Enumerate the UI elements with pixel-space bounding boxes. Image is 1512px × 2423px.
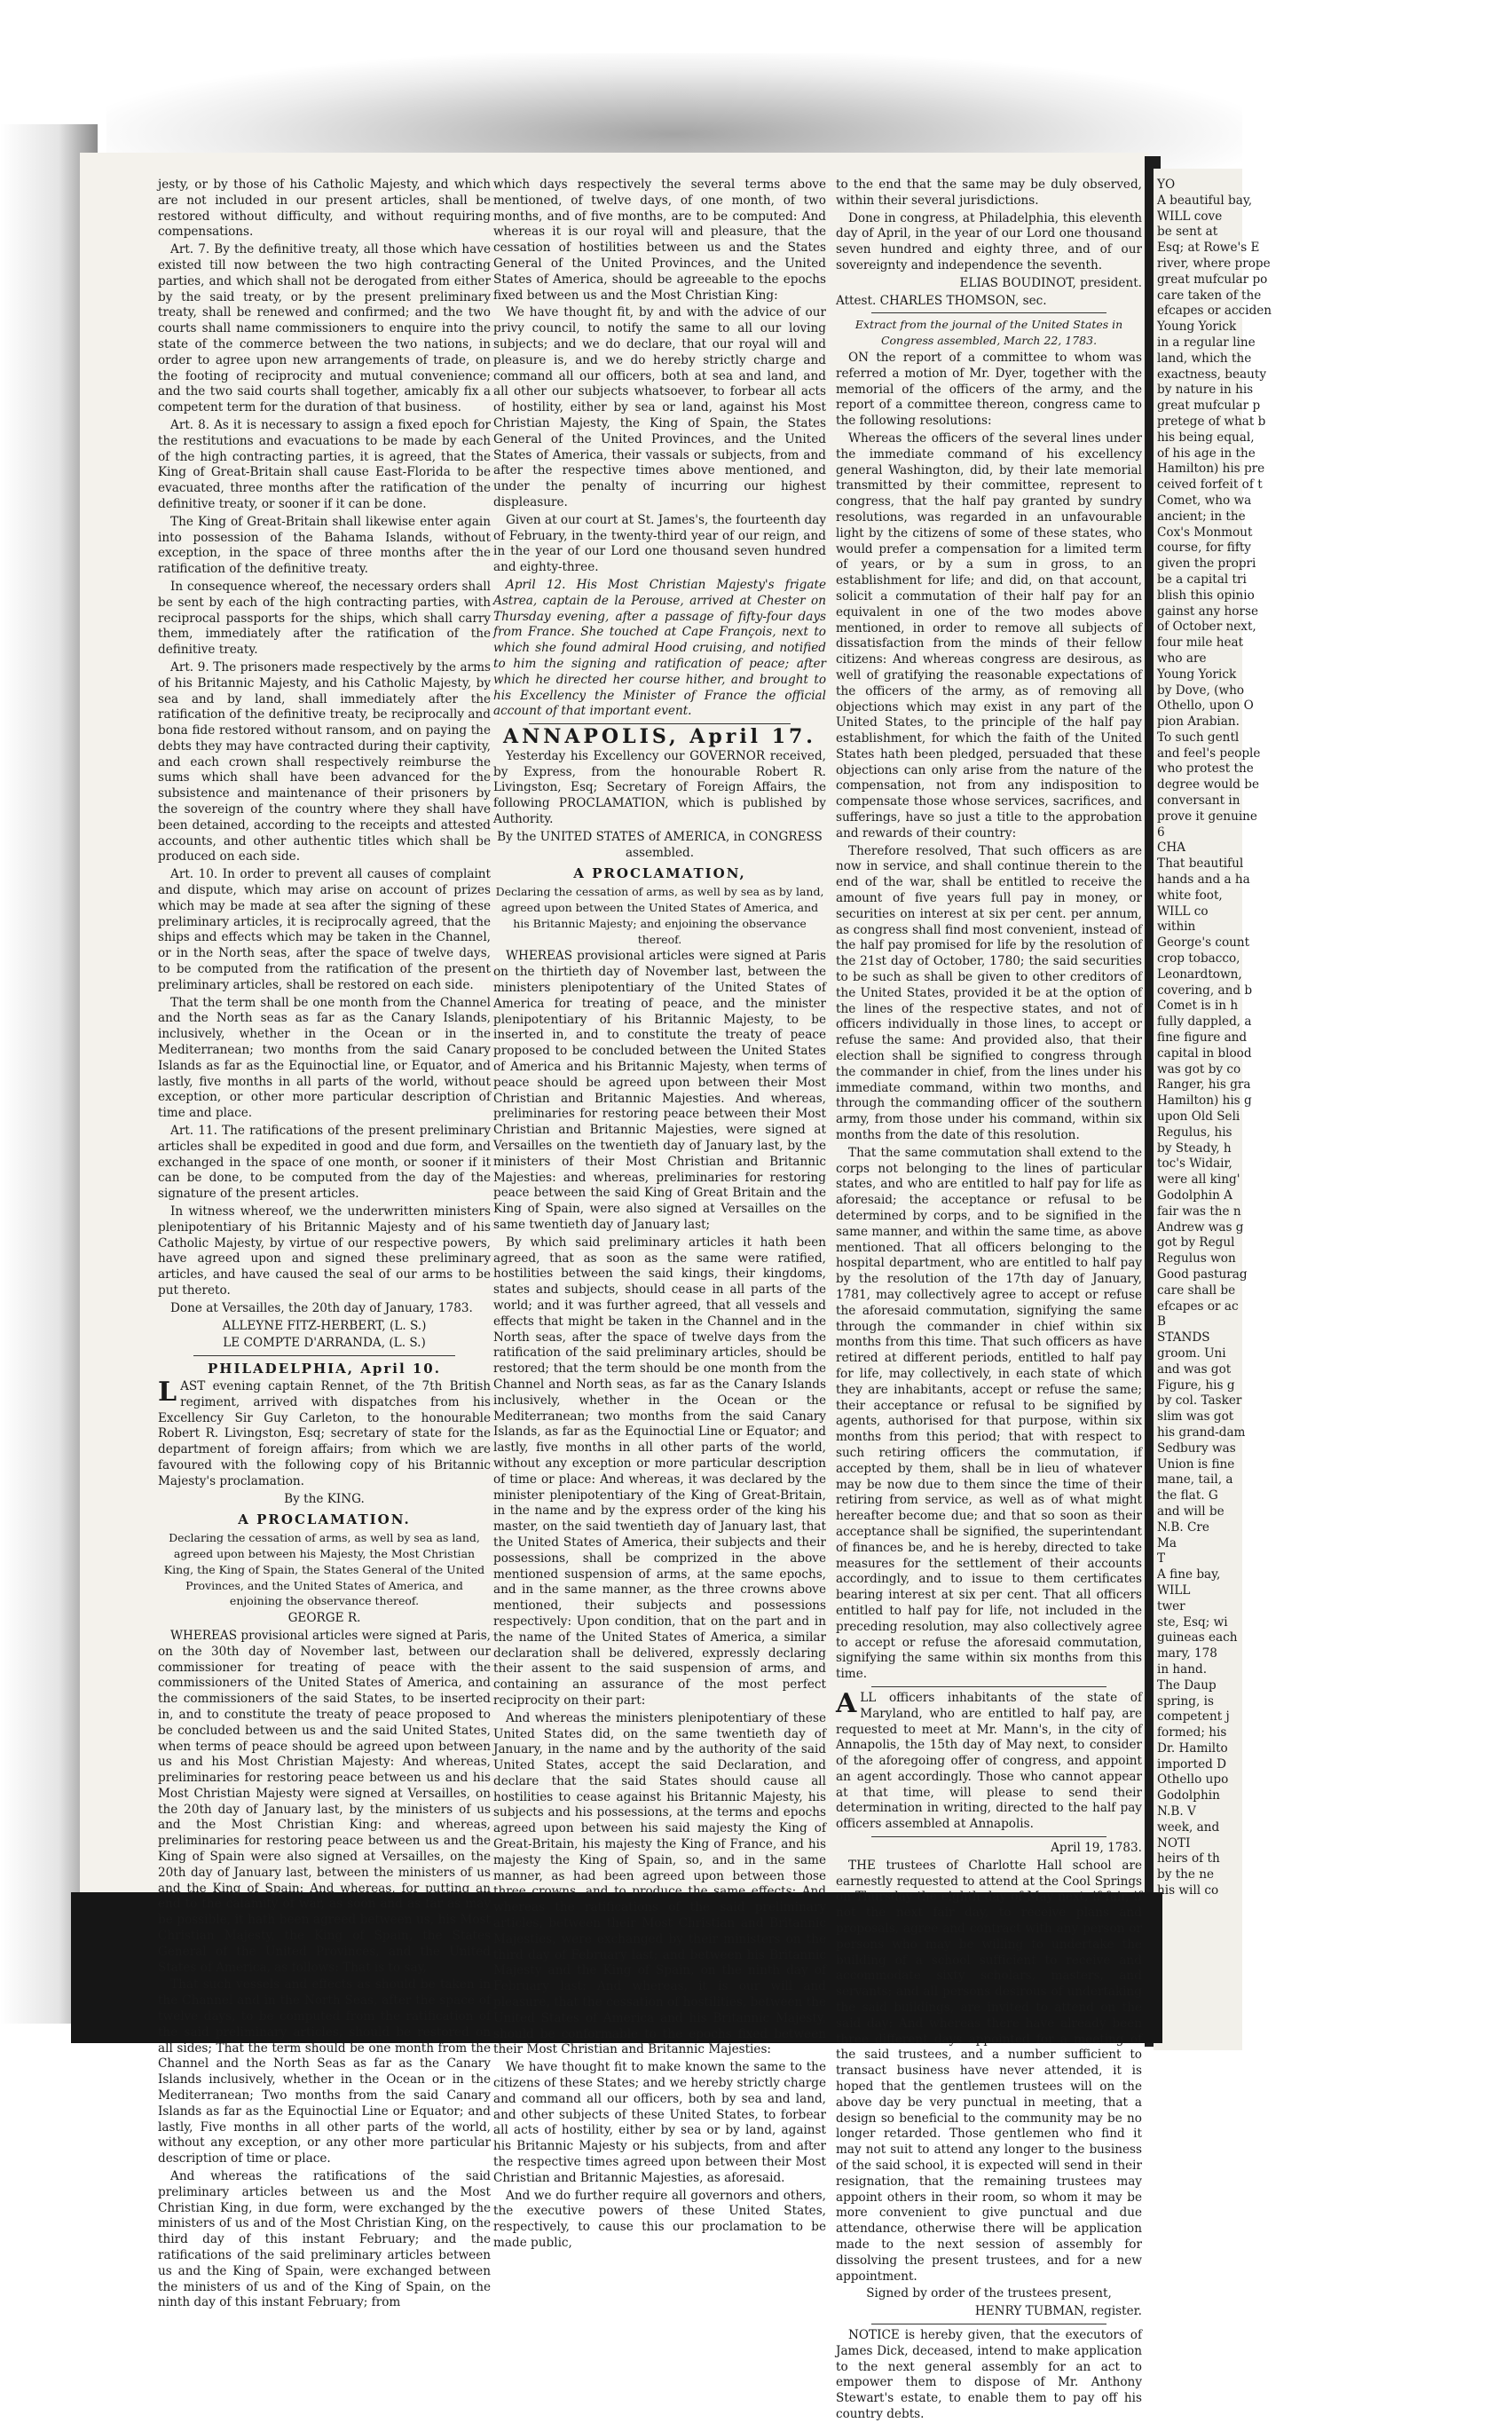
adjacent-line: Union is fine xyxy=(1157,1456,1235,1472)
divider xyxy=(871,312,1106,313)
paragraph: That such vessels and effects as should be taken in the Channel and in the North Seas, after the space of twelve days, to be computed from the ratification of the said preliminary articles, should be restored on all sides; That the term should be one month from the Channel and the North Seas as far as the Canary Islands inclusively, whether in the Ocean or in the Mediterranean; Two months from the said Canary Islands as far as the Equinoctial Line or Equator; and lastly, Five months in all other parts of the world, without any exception, or any other more particular description of time or place. xyxy=(158,1977,491,2166)
adjacent-line: efcapes or ac xyxy=(1157,1298,1239,1314)
drop-cap: L xyxy=(158,1376,177,1408)
paragraph-text: LL officers inhabitants of the state of Maryland, who are entitled to half pay, are requested to meet at Mr. Mann's, in the city of Annapolis, the 15th day of May next, to consider of the aforegoing offer of congress, and appoint an agent accordingly. Those who cannot appear at that time, will please to send their determination in writing, directed to the half pay officers assembled at Annapolis. xyxy=(836,1690,1142,1832)
paragraph: to the end that the same may be duly observed, within their several jurisdictions. xyxy=(836,178,1142,208)
adjacent-line: his being equal, xyxy=(1157,430,1255,445)
paragraph: Done in congress, at Philadelphia, this eleventh day of April, in the year of our Lord one thousand seven hundred and eighty three, and of our sovereignty and independence the seventh. xyxy=(836,210,1142,272)
adjacent-line: ancient; in the xyxy=(1157,509,1246,524)
adjacent-line: hands and a ha xyxy=(1157,872,1250,888)
adjacent-line: four mile heat xyxy=(1157,635,1244,651)
subheading: Declaring the cessation of arms, as well by sea as by land, agreed upon between the United States of America, and his Britannic Majesty; and enjoining the observance thereof. xyxy=(495,885,824,946)
adjacent-line: toc's Widair, xyxy=(1157,1156,1232,1172)
adjacent-line: pretege of what b xyxy=(1157,414,1266,429)
adjacent-line: in a regular line xyxy=(1157,335,1256,350)
heading: By the KING. xyxy=(284,1491,365,1506)
adjacent-line: Othello, upon O xyxy=(1157,698,1254,714)
column-1 xyxy=(158,178,491,2310)
adjacent-line: exactness, beauty xyxy=(1157,367,1267,382)
adjacent-line: Comet, who wa xyxy=(1157,493,1252,508)
adjacent-line: river, where prope xyxy=(1157,256,1271,271)
paragraph: Whereas the officers of the several lines under the immediate command of his excellency general Washington, did, by their late memorial transmitted by their committee, represent to congress, that the half pay granted by sundry resolutions, was regarded in an unfavourable light by the citizens of some of these states, who would prefer a compensation for a limited term of years, or by a sum in gross, to an establishment for life; and did, on that account, solicit a commutation of their half pay for an equivalent in one of the two modes above mentioned, in order to remove all subjects of dissatisfaction from the minds of their fellow citizens: And whereas congress are desirous, as well of gratifying the reasonable expectations of the officers of the army, as of removing all objections which may exist in any part of the United States, to the principle of the half pay establishment, for which the faith of the United States hath been pledged, persuaded that these objections can only arise from the nature of the compensation, not from any indisposition to compensate those whose services, sacrifices, and sufferings, have so just a title to the approbation and rewards of their country: xyxy=(836,430,1142,841)
paragraph: Therefore resolved, That such officers as are now in service, and shall continue therein to the end of the war, shall be entitled to receive the amount of five years full pay in money, or securities on interest at six per cent. per annum, as congress shall find most convenient, instead of the half pay promised for life by the resolution of the 21st day of October, 1780; the said securities to be such as shall be given to other creditors of the United States, provided it be at the option of the lines of the respective states, and not of officers individually in those lines, to accept or refuse the same: And provided also, that their election shall be signified to congress through the commander in chief, from the lines under his immediate command, within two months, and through the commanding officer of the southern army, from those under his command, within six months from the date of this resolution. xyxy=(836,843,1142,1143)
adjacent-line: To such gentl xyxy=(1157,730,1240,745)
adjacent-line: STANDS xyxy=(1157,1330,1210,1346)
dateline: April 19, 1783. xyxy=(1051,1841,1142,1856)
adjacent-line: who protest the xyxy=(1157,762,1254,777)
scan-shadow-top xyxy=(106,53,1242,169)
adjacent-line: by nature in his xyxy=(1157,383,1254,398)
adjacent-line: fully dappled, a xyxy=(1157,1014,1252,1030)
adjacent-line: by the ne xyxy=(1157,1867,1215,1882)
paragraph: We have thought fit to make known the same to the citizens of these States; and we hereby strictly charge and command all our officers, both by sea and land, and other subjects of these United States, to forbear all acts of hostility, either by sea or by land, against his Britannic Majesty or his subjects, from and after the respective times agreed upon between their Most Christian and Britannic Majesties, as aforesaid. xyxy=(493,2060,826,2185)
adjacent-line: his grand-dam xyxy=(1157,1425,1246,1440)
paragraph: In consequence whereof, the necessary orders shall be sent by each of the high contracting parties, with reciprocal passports for the ships, which shall carry them, immediately after the ratification of the definitive treaty. xyxy=(158,579,491,658)
adjacent-line: were all king' xyxy=(1157,1172,1240,1188)
adjacent-line: competent j xyxy=(1157,1709,1230,1725)
adjacent-line: capital in blood xyxy=(1157,1046,1252,1061)
adjacent-line: covering, and b xyxy=(1157,983,1253,998)
paragraph: And whereas the ratifications of the said preliminary articles between us and the Most Christian King, in due form, were exchanged by the ministers of us and of the Most Christian King, on the third day of this instant February; and the ratifications of the said preliminary articles between us and the King of Spain, were exchanged between the ministers of us and of the King of Spain, on the ninth day of this instant February; from xyxy=(158,2169,491,2310)
adjacent-line: Regulus won xyxy=(1157,1251,1236,1267)
adjacent-line: great mufcular po xyxy=(1157,272,1268,287)
adjacent-line: crop tobacco, xyxy=(1157,951,1240,967)
adjacent-line: ceived forfeit of t xyxy=(1157,477,1263,493)
adjacent-line: of his age in the xyxy=(1157,446,1256,461)
adjacent-line: and was got xyxy=(1157,1361,1232,1377)
adjacent-line: conversant in xyxy=(1157,793,1240,809)
adjacent-line: NOTI xyxy=(1157,1835,1191,1851)
adjacent-line: A beautiful bay, xyxy=(1157,193,1253,208)
adjacent-line: Ma xyxy=(1157,1535,1177,1551)
adjacent-line: Good pasturag xyxy=(1157,1267,1248,1282)
paragraph: Given at our court at St. James's, the fourteenth day of February, in the twenty-third year of our reign, and in the year of our Lord one thousand seven hundred and eighty-three. xyxy=(493,512,826,575)
divider xyxy=(193,1355,455,1356)
signature: ELIAS BOUDINOT, president. xyxy=(959,275,1142,290)
adjacent-line: land, which the xyxy=(1157,351,1252,366)
adjacent-line: within xyxy=(1157,919,1196,935)
paragraph: The King of Great-Britain shall likewise enter again into possession of the Bahama Islands, without exception, in the space of three months after the ratification of the definitive treaty. xyxy=(158,514,491,577)
adjacent-line: The Daup xyxy=(1157,1677,1217,1693)
adjacent-line: efcapes or acciden xyxy=(1157,304,1272,319)
paragraph: THE trustees of Charlotte Hall school are earnestly requested to attend at the Cool Springs on Thursday the eighth day of May next, if fair, if not the next fair day, to receive plans and proposals, agree and contract with any person or persons who may be willing to undertake the building of a school sufficient to receive and accommodate sixty scholars, masters, and servants; and all persons desirous of undertaking the said buildings, are invited to attend on the said day: And whereas there have already been three different days appointed for a meeting of the said trustees, and a number sufficient to transact business have never attended, it is hoped that the gentlemen trustees will on the above day be very punctual in meeting, that a design so beneficial to the community may be no longer retarded. Those gentlemen who find it may not suit to attend any longer to the business of the said school, it is expected will send in their resignation, that the remaining trustees may appoint others in their room, so whom it may be more convenient to give punctual and due attendance, otherwise there will be application made to the next session of assembly for dissolving the present trustees, and for a new appointment. xyxy=(836,1858,1142,2284)
signature: ALLEYNE FITZ-HERBERT, (L. S.) xyxy=(222,1318,427,1333)
adjacent-line: George's count xyxy=(1157,935,1250,951)
adjacent-line: prove it genuine xyxy=(1157,809,1257,824)
adjacent-line: given the propri xyxy=(1157,556,1256,572)
adjacent-line: WILL xyxy=(1157,1582,1191,1598)
adjacent-line: course, for fifty xyxy=(1157,541,1251,556)
adjacent-line: heirs of th xyxy=(1157,1851,1220,1867)
adjacent-line: mane, tail, a xyxy=(1157,1472,1233,1488)
adjacent-line: WILL co xyxy=(1157,904,1209,919)
subheading: Declaring the cessation of arms, as well by sea as land, agreed upon between his Majesty, the Most Christian King, the King of Spain, the States General of the United Provinces, and the United States of America, and enjoining the observance thereof. xyxy=(163,1531,485,1608)
paragraph: That the same commutation shall extend to the corps not belonging to the lines of particular states, and who are entitled to half pay for life as aforesaid; the acceptance or refusal to be determined by corps, and to be signified in the same manner, and within the same time, as above mentioned. That all officers belonging to the hospital department, who are entitled to half pay by the resolution of the 17th day of January, 1781, may collectively agree to accept or refuse the aforesaid commutation, signifying the same through the commander in chief within six months from this time. That such officers as have retired at different periods, entitled to half pay for life, may collectively, in each state of which they are inhabitants, accept or refuse the same; their acceptance or refusal to be signified by agents, authorised for that purpose, within six months from this period; that with respect to such retiring officers the commutation, if accepted by them, shall be in lieu of whatever may be now due to them since the time of their retiring from service, as well as of what might hereafter become due; and that so soon as their acceptance shall be signified, the superintendant of finances be, and he is hereby, directed to take measures for the settlement of their accounts accordingly, and to issue to them certificates bearing interest at six per cent. That all officers entitled to half pay for life, not included in the preceding resolution, may also collectively agree to accept or refuse the aforesaid commutation, signifying the same within six months from this time. xyxy=(836,1145,1142,1682)
paragraph: Art. 10. In order to prevent all causes of complaint and dispute, which may arise on account of prizes which may be made at sea after the signing of these preliminary articles, it is reciprocally agreed, that the ships and effects which may be taken in the Channel, or in the North seas, after the space of twelve days, to be computed from the ratification of the present preliminary articles, shall be restored on each side. xyxy=(158,867,491,992)
adjacent-line: Hamilton) his pre xyxy=(1157,462,1265,477)
adjacent-line: Young Yorick xyxy=(1157,667,1237,682)
adjacent-line: fine figure and xyxy=(1157,1030,1248,1046)
paragraph: NOTICE is hereby given, that the executors of James Dick, deceased, intend to make application to the next general assembly for an act to empower them to dispose of Mr. Anthony Stewart's estate, to enable them to pay off his country debts. xyxy=(836,2327,1142,2421)
adjacent-line: and feel's people xyxy=(1157,746,1261,761)
adjacent-line: Sedbury was xyxy=(1157,1440,1236,1456)
divider xyxy=(529,723,791,724)
adjacent-line: imported D xyxy=(1157,1756,1227,1772)
adjacent-line: mary, 178 xyxy=(1157,1646,1217,1661)
adjacent-line: Othello upo xyxy=(1157,1772,1229,1788)
heading: By the UNITED STATES of AMERICA, in CONGRESS assembled. xyxy=(497,829,823,860)
adjacent-line: WILL cove xyxy=(1157,209,1223,224)
adjacent-line: Cox's Monmout xyxy=(1157,525,1253,540)
adjacent-line: by Dove, (who xyxy=(1157,683,1245,698)
adjacent-line: gainst any horse xyxy=(1157,604,1258,619)
paragraph: We have thought fit, by and with the advice of our privy council, to notify the same to all our loving subjects; and we do declare, that our royal will and pleasure is, and we do hereby strictly charge and command all our officers, both at sea and land, and all other our subjects whatsoever, to forbear all acts of hostility, either by sea or land, against his Most Christian Majesty, the King of Spain, the States General of the United Provinces, and the United States of America, their vassals or subjects, from and after the respective times above mentioned, and under the penalty of incurring our highest displeasure. xyxy=(493,305,826,509)
paragraph: Art. 8. As it is necessary to assign a fixed epoch for the restitutions and evacuations to be made by each of the high contracting parties, it is agreed, that the King of Great-Britain shall cause East-Florida to be evacuated, three months after the ratification of the definitive treaty, or sooner if it can be done. xyxy=(158,417,491,511)
paragraph-text: AST evening captain Rennet, of the 7th British regiment, arrived with dispatches from his Excellency Sir Guy Carleton, to the honourable Robert R. Livingston, Esq; secretary of state for the department of foreign affairs; from which we are favoured with the following copy of his Britannic Majesty's proclamation. xyxy=(158,1378,491,1488)
adjacent-line: and will be xyxy=(1157,1504,1225,1519)
adjacent-line: formed; his xyxy=(1157,1725,1227,1740)
paragraph: Art. 7. By the definitive treaty, all those which have existed till now between the two high contracting parties, and which shall not be derogated from either by the said treaty, or by the present preliminary treaty, shall be renewed and confirmed; and the two courts shall name commissioners to enquire into the state of the commerce between the two nations, in order to agree upon new arrangements of trade, on the footing of reciprocity and mutual convenience; and the two said courts shall together, amicably fix a competent term for the duration of that business. xyxy=(158,242,491,415)
column-3 xyxy=(836,178,1142,2421)
adjacent-line: twer xyxy=(1157,1598,1185,1614)
paragraph: Art. 11. The ratifications of the present preliminary articles shall be expedited in good and due form, and exchanged in the space of one month, or sooner if it can be done, to be computed from the day of the signature of the present articles. xyxy=(158,1124,491,1202)
paragraph: WHEREAS provisional articles were signed at Paris on the thirtieth day of November last, between the ministers plenipotentiary of the United States of America for treating of peace, and the minister plenipotentiary of his Britannic Majesty, to be inserted in, and to constitute the treaty of peace proposed to be concluded between the United States of America and his Britannic Majesty, when terms of peace should be agreed upon between their Most Christian and Britannic Majesties. And whereas, preliminaries for restoring peace between their Most Christian and Britannic Majesties, were signed at Versailles on the twentieth day of January last, by the ministers of their Most Christian and Britannic Majesties: and whereas, preliminaries for restoring peace between the said King of Great Britain and the King of Spain, were also signed at Versailles on the same twentieth day of January last; xyxy=(493,949,826,1232)
adjacent-line: Dr. Hamilto xyxy=(1157,1740,1228,1756)
adjacent-line: Ranger, his gra xyxy=(1157,1077,1251,1093)
adjacent-line: was got by co xyxy=(1157,1062,1241,1077)
adjacent-line: guineas each xyxy=(1157,1630,1238,1646)
paragraph xyxy=(836,1687,1142,1833)
adjacent-line: blish this opinio xyxy=(1157,588,1255,603)
adjacent-line: That beautiful xyxy=(1157,856,1244,872)
paragraph: That the term shall be one month from the Channel and the North seas as far as the Canary Islands, inclusively, whether in the Ocean or in the Mediterranean; two months from the said Canary Islands as far as the Equinoctial line, or Equator, and lastly, five months in all parts of the world, without exception, or other more particular description of time and place. xyxy=(158,995,491,1121)
paragraph xyxy=(158,1376,491,1490)
adjacent-line: of October next, xyxy=(1157,620,1256,635)
paragraph: WHEREAS provisional articles were signed at Paris, on the 30th day of November last, between our commissioner for treating of peace with the commissioners of the United States of America, and the commissioners of the said States, to be inserted in, and to constitute the treaty of peace proposed to be concluded between us and the said United States, when terms of peace should be agreed upon between us and his Most Christian Majesty: And whereas, preliminaries for restoring peace between us and his Most Christian Majesty were signed at Versailles, on the 20th day of January last, by the ministers of us and the Most Christian King: and whereas, preliminaries for restoring peace between us and the King of Spain were also signed at Versailles, on the 20th day of January last, between the ministers of us and the King of Spain: And whereas, for putting an end to the calamity of war, as soon and as far as may be possible, it hath been agreed between us, his Most Christian Majesty, the King of Spain, the States General of the United Provinces, and the United States of America, as follows: That is to say, xyxy=(158,1628,491,1975)
signature: Signed by order of the trustees present, xyxy=(866,2286,1112,2301)
adjacent-line: care taken of the xyxy=(1157,288,1262,303)
adjacent-line: YO xyxy=(1157,178,1176,192)
adjacent-line: 6 xyxy=(1157,825,1165,840)
divider xyxy=(871,1836,1106,1837)
dateline: Done at Versailles, the 20th day of January, 1783. xyxy=(170,1300,473,1315)
signature: Attest. CHARLES THOMSON, sec. xyxy=(836,293,1047,308)
adjacent-line: Godolphin A xyxy=(1157,1188,1232,1203)
adjacent-line: got by Regul xyxy=(1157,1235,1235,1251)
adjacent-line: Young Yorick xyxy=(1157,320,1237,335)
adjacent-line: by Steady, h xyxy=(1157,1140,1232,1156)
paragraph: which days respectively the several terms above mentioned, of twelve days, of one month, of two months, and of five months, are to be computed: And whereas it is our royal will and pleasure, that the cessation of hostilities between us and the States General of the United Provinces, and the United States of America, should be agreeable to the epochs fixed between us and the Most Christian King: xyxy=(493,178,826,303)
adjacent-line: week, and xyxy=(1157,1819,1220,1835)
adjacent-line: N.B. V xyxy=(1157,1804,1196,1819)
adjacent-line: Andrew was g xyxy=(1157,1219,1244,1235)
adjacent-line: upon Old Seli xyxy=(1157,1109,1240,1125)
adjacent-line: Hamilton) his g xyxy=(1157,1093,1252,1109)
drop-cap: A xyxy=(836,1687,857,1719)
adjacent-line: groom. Uni xyxy=(1157,1346,1226,1361)
adjacent-line: CHA xyxy=(1157,841,1186,856)
adjacent-line: who are xyxy=(1157,651,1207,666)
paragraph: In witness whereof, we the underwritten ministers plenipotentiary of his Britannic Majesty and of his Catholic Majesty, by virtue of our respective powers, have agreed upon and signed these preliminary articles, and have caused the seal of our arms to be put thereto. xyxy=(158,1204,491,1298)
section-heading: PHILADELPHIA, April 10. xyxy=(208,1361,441,1377)
adjacent-line: Regulus, his xyxy=(1157,1125,1232,1140)
adjacent-line: N.B. Cre xyxy=(1157,1519,1209,1535)
adjacent-line: in hand. xyxy=(1157,1661,1208,1677)
extract-heading: Extract from the journal of the United States in Congress assembled, March 22, 1783. xyxy=(854,318,1123,348)
column-2 xyxy=(493,178,826,2250)
adjacent-line: be sent at xyxy=(1157,225,1218,240)
adjacent-line: white foot, xyxy=(1157,888,1223,903)
adjacent-line: Leonardtown, xyxy=(1157,967,1242,982)
adjacent-line: B xyxy=(1157,1314,1166,1330)
paragraph: By which said preliminary articles it hath been agreed, that as soon as the same were ratified, hostilities between the said kings, their kingdoms, states and subjects, should cease in all parts of the world; and it was further agreed, that all vessels and effects that might be taken in the Channel and in the North seas, after the space of twelve days from the ratification of the said preliminary articles, should be restored; that the term should be one month from the Channel and North seas, as far as the Canary Islands inclusively, whether in the Ocean or the Mediterranean; two months from the said Canary Islands, as far as the Equinoctial Line or Equator; and lastly, five months in all other parts of the world, without any exception or more particular description of time or place: And whereas, it was declared by the minister plenipotentiary of the King of Great-Britain, in the name and by the express order of the king his master, on the said twentieth day of January last, that the United States of America, their subjects and their possessions, shall be comprized in the above mentioned suspension of arms, at the same epochs, and in the same manner, as the three crowns above mentioned, their subjects and possessions respectively: Upon condition, that on the part and in the name of the United States of America, a similar declaration shall be delivered, expressly declaring their assent to the said suspension of arms, and containing an assurance of the most perfect reciprocity on their part: xyxy=(493,1235,826,1708)
signature: HENRY TUBMAN, register. xyxy=(974,2304,1142,2319)
paragraph: Yesterday his Excellency our GOVERNOR received, by Express, from the honourable Robert R. Livingston, Esq; Secretary of Foreign Affairs, the following PROCLAMATION, which is published by Authority. xyxy=(493,748,826,827)
divider xyxy=(871,1686,1106,1687)
adjacent-line: Figure, his g xyxy=(1157,1377,1235,1393)
heading: A PROCLAMATION, xyxy=(573,865,746,882)
adjacent-line: ste, Esq; wi xyxy=(1157,1614,1228,1630)
signature: LE COMPTE D'ARRANDA, (L. S.) xyxy=(223,1336,426,1351)
adjacent-line: degree would be xyxy=(1157,777,1260,793)
paragraph: And whereas the ministers plenipotentiary of these United States did, on the same twentieth day of January, in the name and by the authority of the said United States, accept the said Declaration, and declare that the said States should cause all hostilities to cease against his Britannic Majesty, his subjects and his possessions, at the terms and epochs agreed upon between his said majesty the King of Great-Britain, his majesty the King of France, and his majesty the King of Spain, so, and in the same manner, as had been agreed upon between those three crowns, and to produce the same effects: And whereas the ratifications of the said preliminary articles, between their Most Christian and Britannic Majesties, were exchanged by their ministers on the third day of February last; and between his Britannic Majesty and the King of Spain, on the ninth day of February last: And whereas, it is our will and pleasure, that the cessation of hostilities, between the United States of America and his Britannic Majesty, should be conformable to the epochs fixed between their Most Christian and Britannic Majesties: xyxy=(493,1710,826,2057)
adjacent-line: by col. Tasker xyxy=(1157,1393,1242,1409)
section-heading: ANNAPOLIS, April 17. xyxy=(503,725,816,749)
adjacent-line: pion Arabian. xyxy=(1157,714,1240,730)
adjacent-line: Esq; at Rowe's E xyxy=(1157,241,1260,256)
adjacent-line: great mufcular p xyxy=(1157,399,1261,414)
adjacent-line: A fine bay, xyxy=(1157,1567,1221,1582)
adjacent-line: slim was got xyxy=(1157,1409,1234,1425)
adjacent-line: care shall be xyxy=(1157,1283,1236,1298)
adjacent-line: the flat. G xyxy=(1157,1488,1218,1504)
column-4-adjacent-page xyxy=(1157,178,1512,2032)
paragraph: Art. 9. The prisoners made respectively by the arms of his Britannic Majesty, and his Catholic Majesty, by sea and by land, shall immediately after the ratification of the definitive treaty, be reciprocally and bona fide restored without ransom, and on paying the debts they may have contracted during their captivity, and each crown shall respectively reimburse the sums which shall have been advanced for the subsistence and maintenance of their prisoners by the sovereign of the country where they shall have been detained, according to the receipts and attested accounts, and other authentic titles which shall be produced on each side. xyxy=(158,659,491,864)
heading: GEORGE R. xyxy=(287,1611,361,1626)
adjacent-line: fair was the n xyxy=(1157,1204,1241,1219)
adjacent-line: T xyxy=(1157,1551,1166,1567)
adjacent-line: be a capital tri xyxy=(1157,572,1247,587)
adjacent-line: Comet is in h xyxy=(1157,998,1239,1014)
paragraph: And we do further require all governors and others, the executive powers of these United States, respectively, to cause this our proclamation to be made public, xyxy=(493,2188,826,2250)
heading: A PROCLAMATION. xyxy=(238,1511,411,1528)
paragraph: jesty, or by those of his Catholic Majesty, and which are not included in our present articles, shall be restored without difficulty, and without requiring compensations. xyxy=(158,178,491,240)
paragraph: April 12. His Most Christian Majesty's frigate Astrea, captain de la Perouse, arrived at Chester on Thursday evening, after a passage of fifty-four days from France. She touched at Cape François, next to which she found admiral Hood cruising, and notified to him the signing and ratification of peace; after which he directed her course hither, and brought to his Excellency the Minister of France the official account of that important event. xyxy=(493,577,826,719)
adjacent-line: spring, is xyxy=(1157,1693,1214,1709)
paragraph: ON the report of a committee to whom was referred a motion of Mr. Dyer, together with the memorial of the officers of the army, and the report of a committee thereon, congress came to the following resolutions: xyxy=(836,350,1142,429)
adjacent-line: his will co xyxy=(1157,1883,1219,1898)
adjacent-line: Godolphin xyxy=(1157,1788,1220,1803)
